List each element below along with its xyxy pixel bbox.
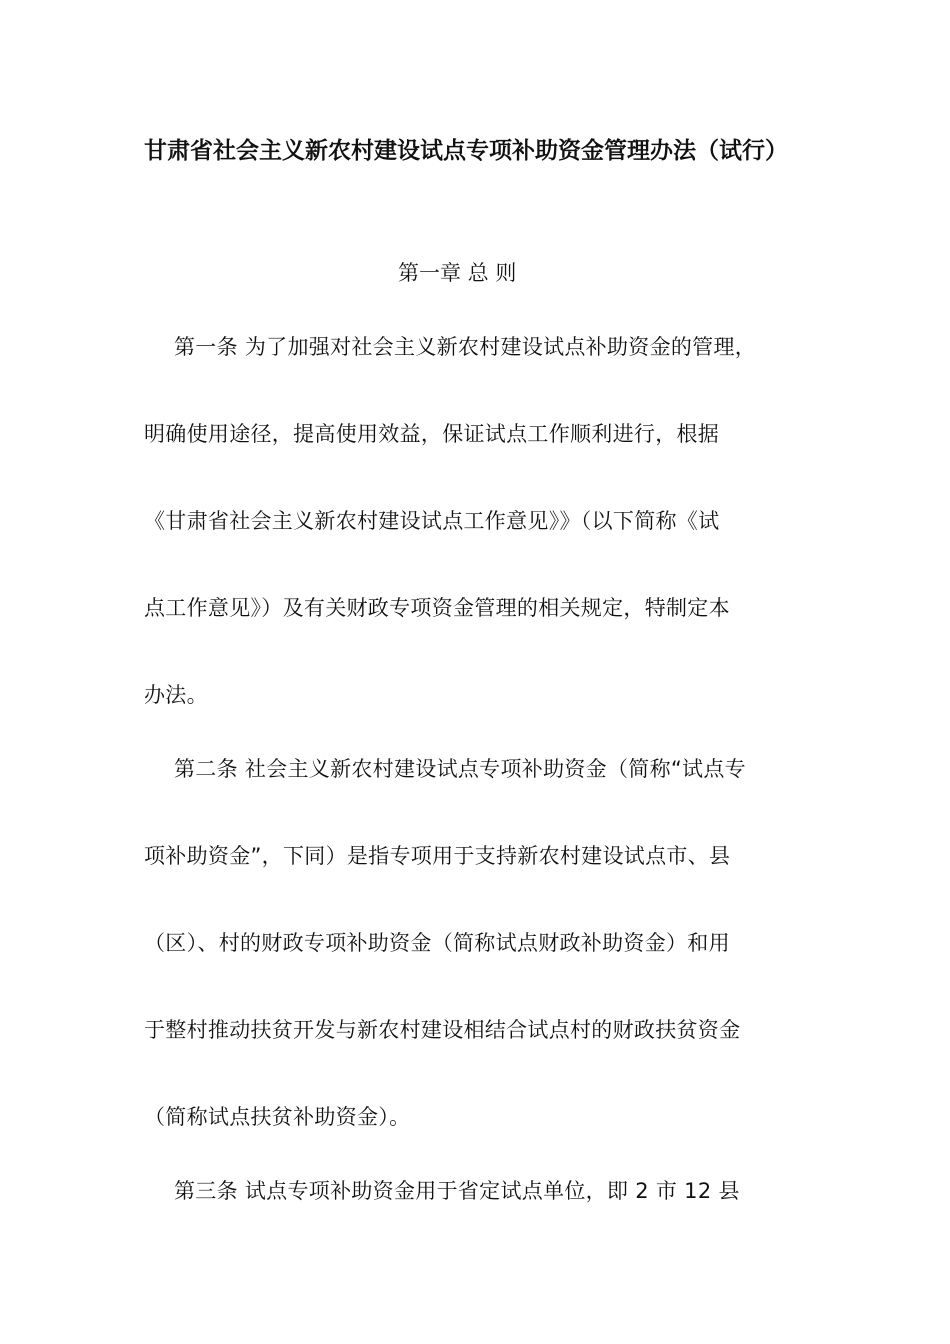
paragraph-line: 明确使用途径，提高使用效益，保证试点工作顺利进行，根据 (144, 422, 720, 446)
paragraph-line: 第一条 为了加强对社会主义新农村建设试点补助资金的管理， (174, 335, 757, 359)
paragraph-line: 《甘肃省社会主义新农村建设试点工作意见》》（以下简称《试 (144, 509, 720, 533)
document-title: 甘肃省社会主义新农村建设试点专项补助资金管理办法（试行） (144, 138, 788, 164)
paragraph-line: 第二条 社会主义新农村建设试点专项补助资金（简称“试点专 (174, 757, 746, 781)
paragraph-line: 于整村推动扶贫开发与新农村建设相结合试点村的财政扶贫资金 (144, 1018, 741, 1042)
paragraph-line: 第三条 试点专项补助资金用于省定试点单位，即 2 市 12 县 (174, 1179, 740, 1203)
paragraph-line: 办法。 (144, 683, 208, 707)
paragraph-line: （区）、村的财政专项补助资金（简称试点财政补助资金）和用 (144, 931, 730, 955)
paragraph-line: 项补助资金”，下同）是指专项用于支持新农村建设试点市、县 (144, 844, 731, 868)
paragraph-line: 点工作意见》）及有关财政专项资金管理的相关规定，特制定本 (144, 596, 730, 620)
chapter-heading: 第一章 总 则 (398, 261, 517, 285)
paragraph-line: （简称试点扶贫补助资金）。 (144, 1105, 411, 1129)
